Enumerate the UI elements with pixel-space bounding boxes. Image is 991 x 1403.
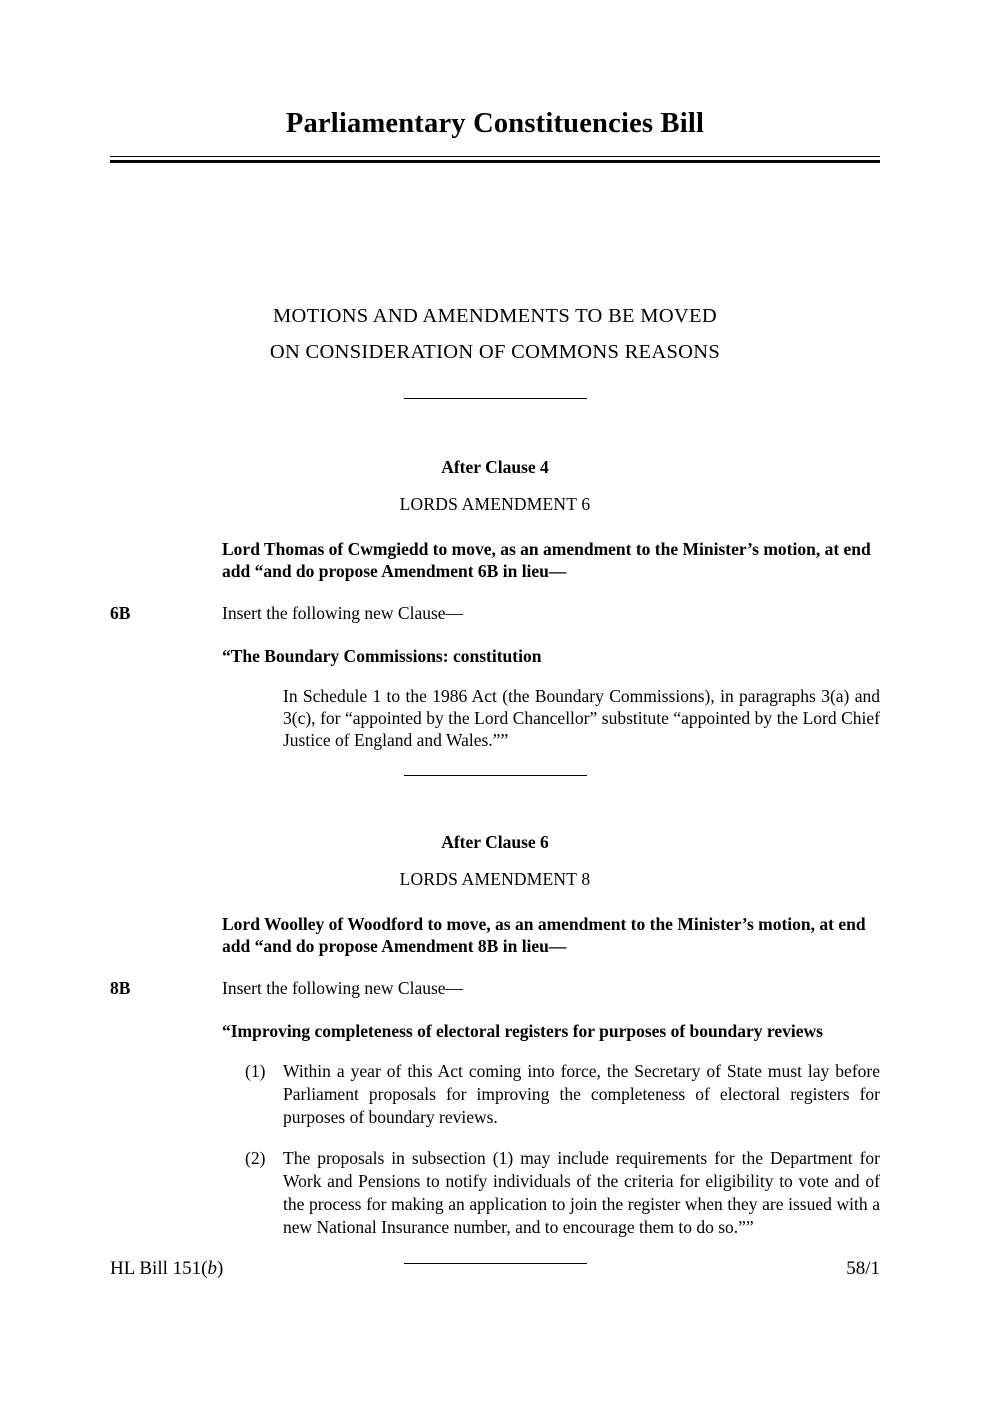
subsection-text: Within a year of this Act coming into force, the Secretary of State must lay before Parliament proposals for improving the completeness of electoral registers for purposes of boundary reviews. — [283, 1060, 880, 1127]
subtitle-line-2: ON CONSIDERATION OF COMMONS REASONS — [269, 340, 721, 363]
bill-reference-suffix: ) — [216, 1258, 224, 1279]
subsection-item — [245, 1147, 880, 1239]
subsection-number: (1) — [245, 1060, 266, 1081]
lords-amendment-label: LORDS AMENDMENT 8 — [399, 868, 591, 889]
subtitle-line-1: MOTIONS AND AMENDMENTS TO BE MOVED — [273, 304, 717, 327]
lords-amendment-label: LORDS AMENDMENT 6 — [399, 493, 591, 514]
quoted-paragraph: In Schedule 1 to the 1986 Act (the Boundary Commissions), in paragraphs 3(a) and 3(c), for “appointed by the Lord Chancellor” substitute “appointed by the Lord Chief Justice of England and Wales.”” — [283, 685, 880, 750]
amendment-instruction: Insert the following new Clause— — [222, 977, 464, 998]
section-divider — [404, 775, 587, 776]
amendment-row — [110, 602, 880, 624]
amendment-group-after-clause-6 — [110, 831, 880, 1239]
page-title: Parliamentary Constituencies Bill — [285, 108, 705, 139]
motion-text: Lord Woolley of Woodford to move, as an amendment to the Minister’s motion, at end add “and do propose Amendment 8B in lieu— — [222, 913, 866, 956]
bill-reference-letter: b — [207, 1258, 217, 1279]
new-clause-title: “Improving completeness of electoral registers for purposes of boundary reviews — [222, 1020, 823, 1041]
bill-reference-prefix: HL Bill 151( — [110, 1258, 208, 1279]
page-number: 58/1 — [846, 1258, 880, 1279]
document-subtitle — [110, 298, 880, 370]
document-page — [110, 0, 880, 1403]
amendment-number: 6B — [110, 602, 131, 623]
amendment-row — [110, 977, 880, 999]
page-footer — [110, 1258, 880, 1280]
subsection-number: (2) — [245, 1147, 266, 1168]
bill-reference — [110, 1258, 223, 1280]
subsection-item — [245, 1060, 880, 1129]
amendment-instruction: Insert the following new Clause— — [222, 602, 464, 623]
subsection-text: The proposals in subsection (1) may include requirements for the Department for Work and Pensions to notify individuals of the criteria for eligibility to vote and of the process for making an application to join the register when they are issued with a new National Insurance number, and to encourage them to do so.”” — [283, 1147, 880, 1237]
clause-heading: After Clause 6 — [441, 831, 549, 852]
title-double-rule — [110, 156, 880, 163]
new-clause-title: “The Boundary Commissions: constitution — [222, 645, 542, 666]
section-divider — [404, 398, 587, 399]
amendment-group-after-clause-4 — [110, 456, 880, 751]
amendment-number: 8B — [110, 977, 131, 998]
motion-text: Lord Thomas of Cwmgiedd to move, as an amendment to the Minister’s motion, at end add “and do propose Amendment 6B in lieu— — [222, 538, 871, 581]
clause-heading: After Clause 4 — [441, 456, 549, 477]
